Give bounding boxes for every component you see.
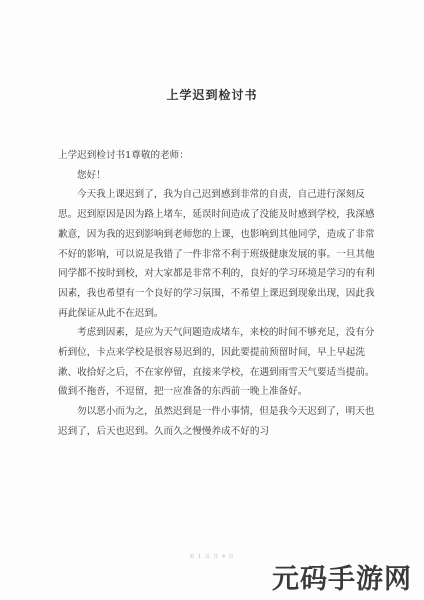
site-watermark: 元码手游网 (272, 564, 412, 595)
paragraph-1: 今天我上课迟到了，我为自己迟到感到非常的自责，自己进行深刻反思。迟到原因是因为路上堵车，延误时间造成了没能及时感到学校，我深感歉意，因为我的迟到影响到老师您的上课，也影响到其他同学，造成了非常不好的影响，可以说是我错了一件非常不利于班级健康发展的事。一旦其他同学都不按时到校，对大家都是非常不利的，良好的学习环境是学习的有利因素，我也希望有一个良好的学习氛围，不希望上课迟到现象出现，因此我再此保证从此不在迟到。 (58, 189, 375, 319)
page-footer: 第 1 页 共 4 页 (189, 554, 235, 560)
greeting-line: 上学迟到检讨书1尊敬的老师： (58, 150, 189, 161)
salutation: 您好！ (77, 169, 106, 181)
paragraph-2: 考虑到因素，是应为天气问题造成堵车，来校的时间不够充足，没有分析到位，卡点来学校是很容易迟到的，因此要提前预留时间，早上早起洗漱、收拾好之后，不在家停留，直接来学校，在遇到雨雪天气要适当提前。做到不拖沓，不逗留，把一应准备的东西前一晚上准备好。 (58, 327, 375, 398)
document-body (58, 146, 376, 442)
paragraph-3: 勿以恶小而为之，虽然迟到是一件小事情，但是我今天迟到了，明天也迟到了，后天也迟到。久而久之慢慢养成不好的习 (58, 406, 375, 437)
document-title: 上学迟到检讨书 (166, 88, 258, 102)
